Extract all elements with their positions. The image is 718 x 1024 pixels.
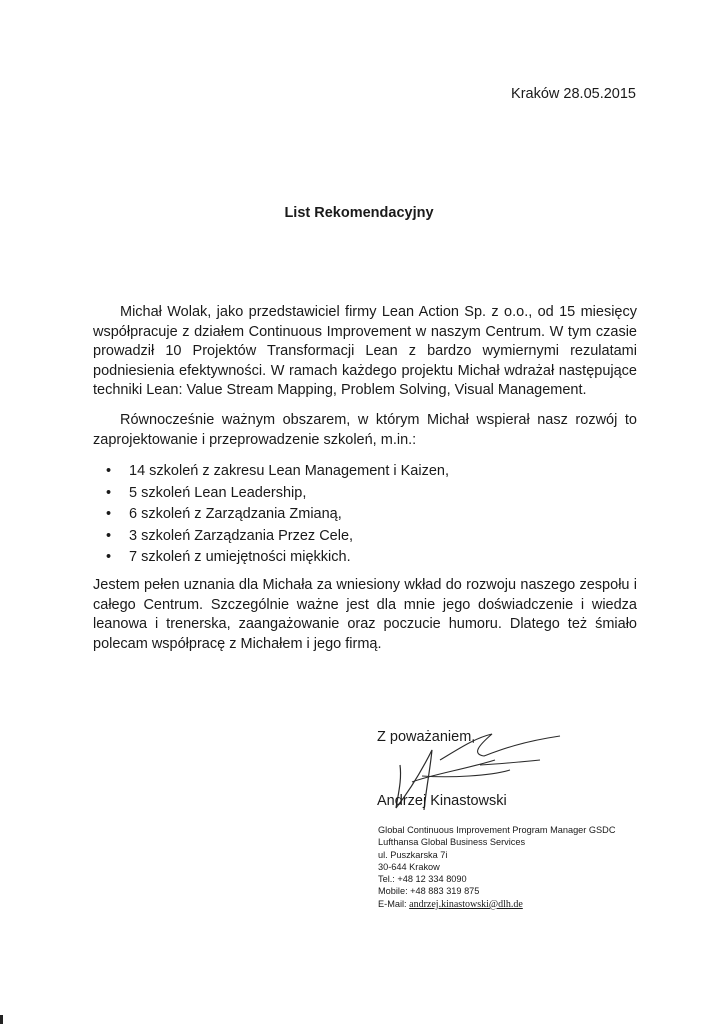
letter-title: List Rekomendacyjny [284, 205, 434, 221]
list-item-text: 5 szkoleń Lean Leadership, [129, 484, 307, 501]
list-item-text: 6 szkoleń z Zarządzania Zmianą, [129, 506, 342, 522]
signer-phone: Tel.: +48 12 334 8090 [378, 874, 467, 885]
paragraph-recommendation: Jestem pełen uznania dla Michała za wniesiony wkład do rozwoju naszego zespołu i całego Centrum. Szczególnie ważne jest dla mnie jego doświadczenie i wiedza leanowa i trenerska, zaangażowanie oraz poczucie humoru. Dlatego też śmiało polecam współpracę z Michałem i jego firmą. [93, 577, 637, 652]
closing-salutation: Z poważaniem, [377, 729, 476, 745]
list-item [93, 526, 637, 548]
list-item-text: 14 szkoleń z zakresu Lean Management i Kaizen, [129, 463, 449, 479]
signer-mobile: Mobile: +48 883 319 875 [378, 886, 480, 897]
bullet-icon: • [106, 484, 112, 501]
signer-position: Global Continuous Improvement Program Manager GSDC [378, 825, 616, 835]
scan-artifact [0, 1015, 3, 1024]
paragraph-trainings-intro: Równocześnie ważnym obszarem, w którym Michał wspierał nasz rozwój to zaprojektowanie i przeprowadzenie szkoleń, m.in.: [93, 412, 637, 448]
signer-contact-block [378, 824, 615, 911]
list-item-text: 3 szkoleń Zarządzania Przez Cele, [129, 527, 354, 544]
list-item [93, 483, 637, 505]
list-item [93, 504, 637, 526]
letter-date: Kraków 28.05.2015 [511, 86, 636, 102]
signer-street: ul. Puszkarska 7i [378, 849, 448, 860]
email-link[interactable]: andrzej.kinastowski@dlh.de [409, 898, 523, 910]
signer-email-row [378, 898, 615, 911]
signer-city: 30-644 Krakow [378, 861, 440, 872]
paragraph-intro: Michał Wolak, jako przedstawiciel firmy Lean Action Sp. z o.o., od 15 miesięcy współpracuje z działem Continuous Improvement w naszym Centrum. W tym czasie prowadził 10 Projektów Transformacji Lean z bardzo wymiernymi rezulatami podniesienia efektywności. W ramach każdego projektu Michał wdrażał następujące techniki Lean: Value Stream Mapping, Problem Solving, Visual Management. [93, 304, 637, 398]
bullet-icon: • [106, 549, 112, 565]
list-item-text: 7 szkoleń z umiejętności miękkich. [129, 549, 351, 565]
bullet-icon: • [106, 527, 112, 544]
list-item [93, 547, 637, 569]
signer-company: Lufthansa Global Business Services [378, 837, 526, 848]
signer-name: Andrzej Kinastowski [377, 793, 507, 809]
trainings-list [93, 461, 637, 569]
bullet-icon: • [106, 463, 112, 479]
bullet-icon: • [106, 506, 112, 522]
email-label: E-Mail: [378, 898, 407, 909]
list-item [93, 461, 637, 483]
